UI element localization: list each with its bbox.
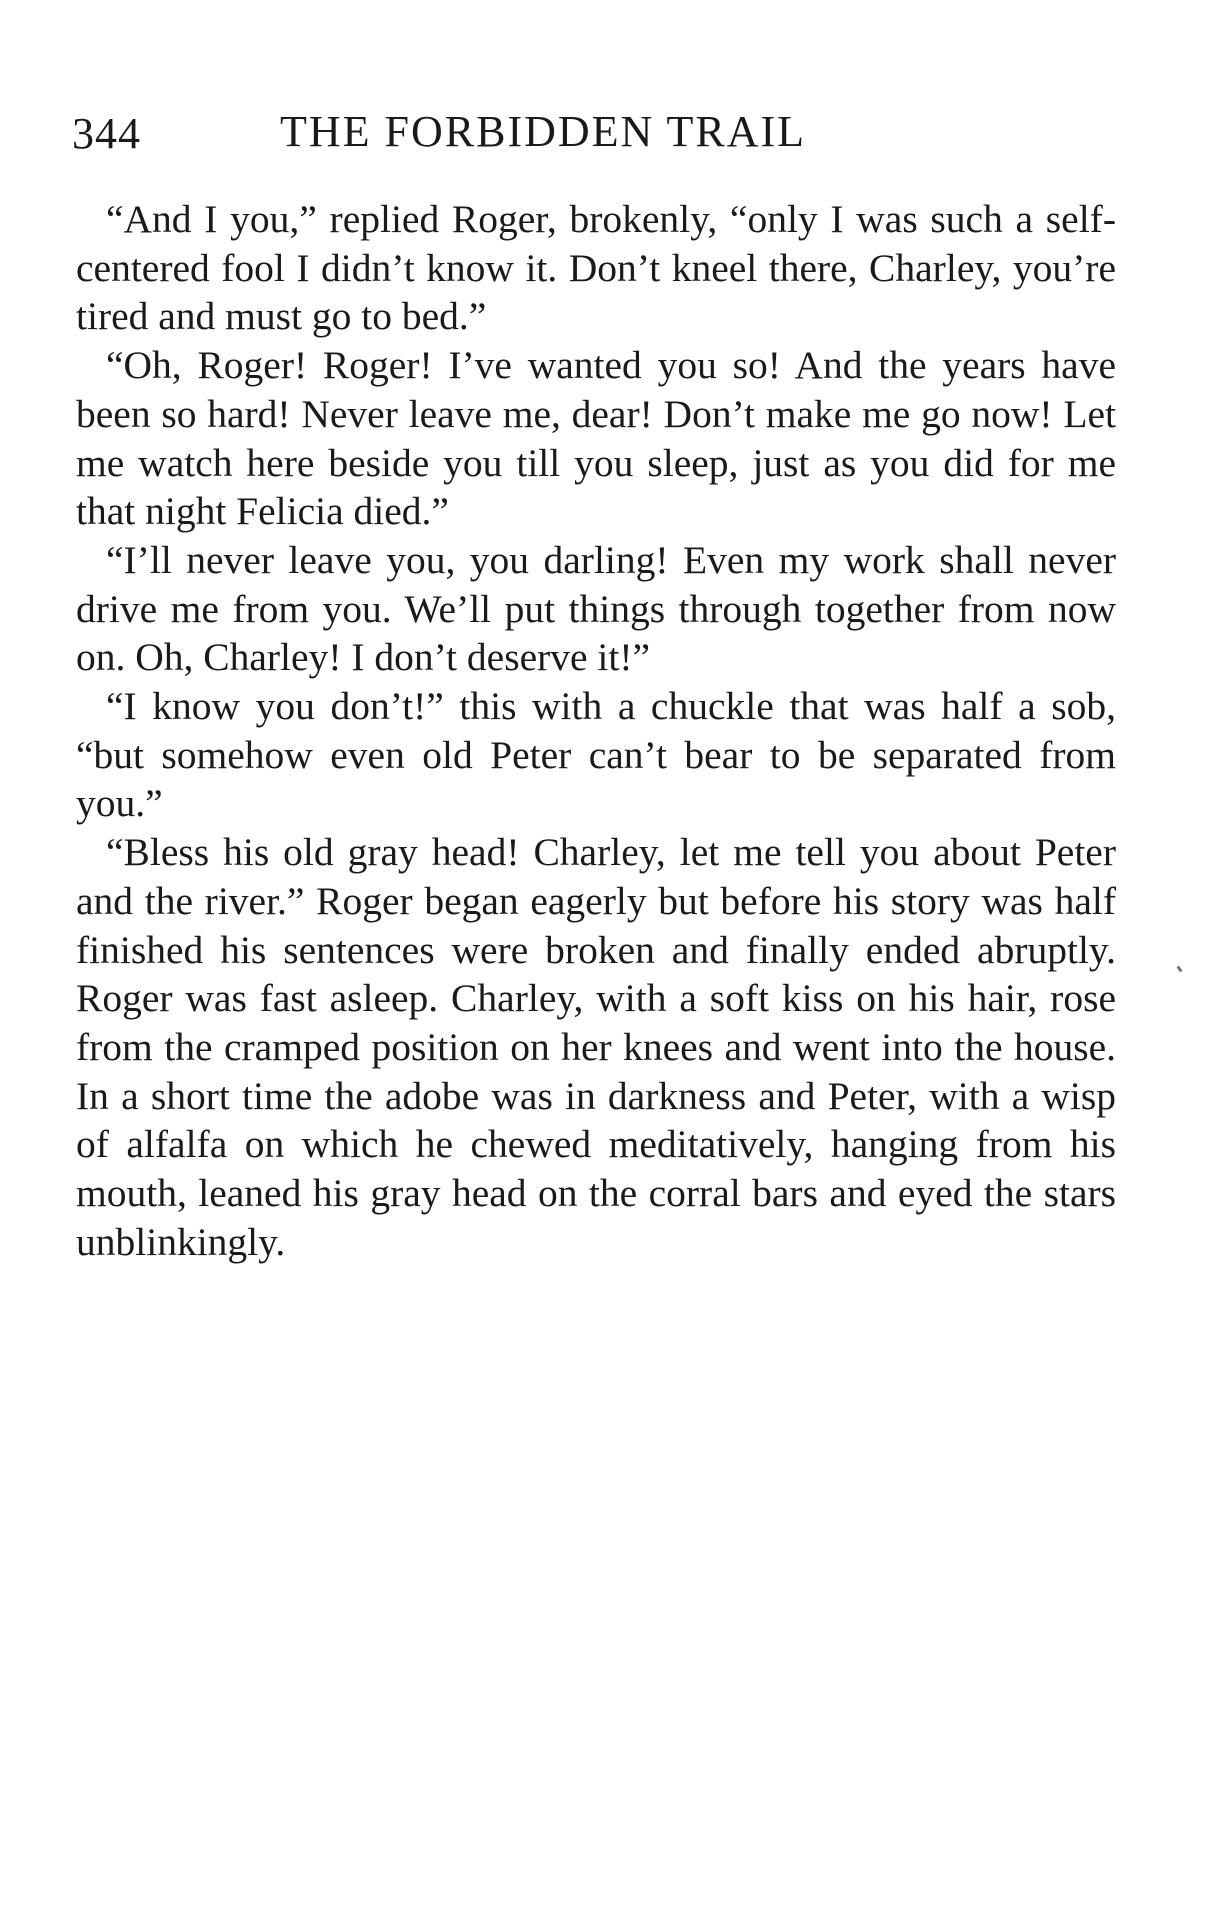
page-header [72, 100, 1122, 170]
paragraph: “Oh, Roger! Roger! I’ve wanted you so! And the years have been so hard! Never leave me, dear! Don’t make me go now! Let me watch here beside you till you sleep, just as you did for me that night Felicia died.” [76, 343, 1116, 534]
body-text [76, 195, 1116, 1266]
paragraph: “I’ll never leave you, you darling! Even my work shall never drive me from you. We’ll put things through together from now on. Oh, Charley! I don’t deserve it!” [76, 537, 1116, 680]
print-speck [1177, 966, 1183, 973]
page-number: 344 [72, 109, 141, 158]
paragraph: “And I you,” replied Roger, brokenly, “only I was such a self-centered fool I didn’t know it. Don’t kneel there, Charley, you’re tired and must go to bed.” [76, 197, 1116, 339]
paragraph: “Bless his old gray head! Charley, let me tell you about Peter and the river.” Roger began eagerly but before his story was half finished his sentences were broken and finally ended abruptly. Roger was fast asleep. Charley, with a soft kiss on his hair, rose from the cramped position on her knees and went into the house. In a short time the adobe was in darkness and Peter, with a wisp of alfalfa on which he chewed meditatively, hanging from his mouth, leaned his gray head on the corral bars and eyed the stars unblinkingly. [76, 830, 1116, 1264]
paragraph: “I know you don’t!” this with a chuckle that was half a sob, “but somehow even old Peter can’t bear to be separated from you.” [76, 684, 1116, 826]
running-title: THE FORBIDDEN TRAIL [280, 107, 807, 156]
